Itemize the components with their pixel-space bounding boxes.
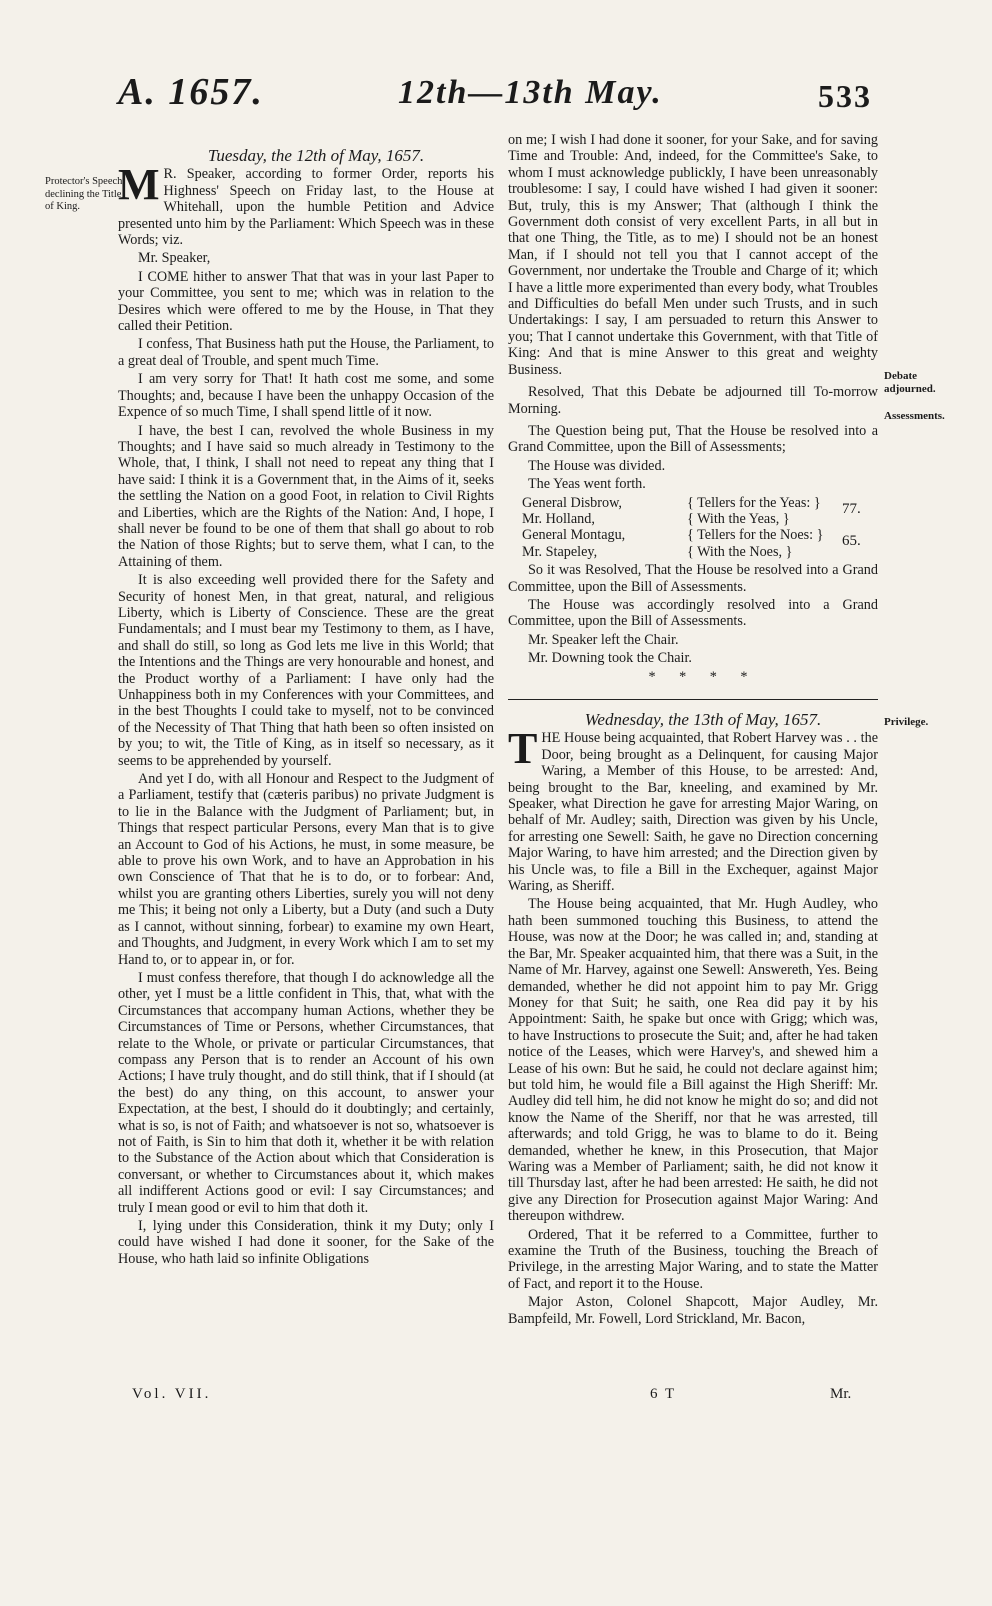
resolved-adjourn: Resolved, That this Debate be adjourned till To-morrow Morning. [508,384,878,417]
teller-no-2: Mr. Stapeley, [522,543,598,560]
speech-paragraph-4: I have, the best I can, revolved the whole Business in my Thoughts; and I have said so much already in Testimony to the Whole, that, I think, I shall not need to repeat any thing that I have said: I think it is a Government that, in the Aims of it, seeks the settling the Nation on a good Foot, in relation to Civil Rights and Liberties, which are the Rights of the Nation: And, I hope, I shall never be found to be one of them that shall go about to rob the Nation of those Rights; but to serve them, what I can, to the Attaining of them. [118,422,494,570]
speaker-report-paragraph [118,160,494,249]
speech-paragraph-8: I, lying under this Consideration, think it my Duty; only I could have wished I had done it sooner, for the Sake of the House, who hath laid so infinite Obligations [118,1218,494,1267]
margin-note-privilege: Privilege. [884,716,929,728]
tellers-noes-label: { Tellers for the Noes: } [687,527,824,544]
dropcap-m: M [118,160,160,210]
dropcap-t: T [508,724,538,774]
harvey-text: HE House being acquainted, that Robert Harvey was . . the Door, being brought as a Delinquent, for causing Major Waring, a Member of this House, to be arrested: And, being brought to the Bar, kneeling, and examined by Mr. Speaker, what Direction he gave for arresting Major Waring, on behalf of Mr. Audley; saith, Direction was given by his Uncle, for arresting one Sewell: Saith, he gave no Direction concerning Major Waring, to have him arrested; and the Direction given by his Uncle was, to file a Bill in the Exchequer, against Major Waring, as Sheriff. [508,730,878,895]
speaker-report-text: R. Speaker, according to former Order, reports his Highness' Speech on Friday last, to the House at Whitehall, upon the humble Petition and Advice presented unto him by the Parliament: Which Speech was in these Words; viz. [118,166,494,249]
resolved-grand-committee: So it was Resolved, That the House be resolved into a Grand Committee, upon the Bill of Assessments. [508,562,878,595]
teller-no-1: General Montagu, [522,527,626,544]
noes-count: 65. [842,533,861,550]
tellers-yeas [522,495,872,528]
section-divider [508,699,878,700]
margin-note-debate: Debate adjourned. [884,370,936,395]
with-noes-label: { With the Noes, } [687,543,793,560]
header-year: A. 1657. [118,71,264,113]
harvey-paragraph [508,724,878,895]
tellers-noes [522,527,872,560]
margin-note-assessments: Assessments. [884,410,945,422]
accordingly-resolved: The House was accordingly resolved into a Grand Committee, upon the Bill of Assessments. [508,596,878,630]
house-divided: The House was divided. [528,457,666,474]
speech-continuation: on me; I wish I had done it sooner, for your Sake, and for saving Time and Trouble: And, indeed, for the Committee's Sake, to whom I must acknowledge publickly, I have been unreasonably troublesome: I say, I could have wished I had given it sooner: But, truly, this is my Answer; That (although I think the Government doth consist of very excellent Parts, in all but in that one Thing, the Title, as to me) I should not be an honest Man, if I should not tell you that I cannot accept of the Government, nor undertake the Trouble and Charge of it; which I have a little more experimented than every body, what Troubles and Difficulties do befall Men under such Trusts, and in such Undertakings: I say, I am persuaded to return this Answer to you; That I cannot undertake this Government, with that Title of King: And that is mine Answer to this great and weighty Business. [508,132,878,378]
speech-paragraph-7: I must confess therefore, that though I do acknowledge all the other, yet I must be a little confident in This, that, what with the Circumstances that accompany human Actions, whether they be Circumstances of Time or Persons, whether Circumstances, that relate to the Whole, or private or particular Circumstances, that compass any Person that is to render an Account of his own Actions; I have truly thought, and do still think, that if I should (at the best) do any thing, on this account, to answer your Expectation, at the best, I should do it doubtingly; and certainly, what is so, is not of Faith; and whatsoever is not so, whatsoever is not of Faith, is Sin to him that doth it, whether it be with relation to the Substance of the Action about which that Consideration is conversant, or whether to Circumstances about it, which makes all indifferent Actions good or evil: I say Circumstances; and truly I mean good or evil to him that doth it. [118,969,494,1216]
yeas-went-forth: The Yeas went forth. [528,476,646,493]
section-stars: * * * * [648,668,758,685]
teller-yea-1: General Disbrow, [522,494,622,511]
salutation: Mr. Speaker, [138,250,211,267]
ordered-paragraph: Ordered, That it be referred to a Committee, further to examine the Truth of the Business, touching the Breach of Privilege, in the arresting Major Waring, and to state the Matter of Fact, and report it to the House. [508,1226,878,1292]
right-column [508,132,878,1329]
speaker-left-chair: Mr. Speaker left the Chair. [528,631,679,648]
speech-paragraph-2: I confess, That Business hath put the House, the Parliament, to a great deal of Trouble, and spent much Time. [118,336,494,369]
margin-note-protector: Protector's Speech declining the Title of King. [45,176,123,212]
left-column [118,148,494,1269]
volume-label: Vol. VII. [132,1386,212,1402]
with-yeas-label: { With the Yeas, } [687,510,790,527]
day-heading-tuesday: Tuesday, the 12th of May, 1657. [207,146,425,165]
speech-paragraph-1: I COME hither to answer That that was in your last Paper to your Committee, you sent to me; which was in relation to the Desires which were offered to me by the House, in That they called their Petition. [118,268,494,335]
committee-members: Major Aston, Colonel Shapcott, Major Audley, Mr. Bampfeild, Mr. Fowell, Lord Strickland, Mr. Bacon, [508,1294,878,1327]
teller-yea-2: Mr. Holland, [522,510,595,527]
tellers-yeas-label: { Tellers for the Yeas: } [687,494,821,511]
speech-paragraph-6: And yet I do, with all Honour and Respect to the Judgment of a Parliament, testify that (cæteris paribus) no private Judgment is to lie in the Balance with the Judgment of Parliament; but, in Things that respect particular Persons, every Man that is to give an Account to God of his Actions, he must, in some measure, be able to prove his own Work, and to have an Approbation in his own Conscience of That that he is to do, or to forbear: And, whilst you are granting others Liberties, surely you will not deny me This; it being not only a Liberty, but a Duty (and such a Duty as I cannot, without sinning, forbear) to examine my own Heart, and Thoughts, and Judgment, in every Work which I am to set my Hand to, or to appear in, or for. [118,771,494,968]
page-number: 533 [818,78,872,114]
question-put: The Question being put, That the House be resolved into a Grand Committee, upon the Bill of Assessments; [508,422,878,456]
catchword: Mr. [830,1386,852,1402]
speech-paragraph-5: It is also exceeding well provided there for the Safety and Security of honest Men, in that great, natural, and religious Liberty, which is Liberty of Conscience. These are the great Fundamentals; and I must bear my Testimony to them, as I have, and shall do still, so long as God lets me live in this World; that the Intentions and the Things are very honourable and honest, and the Product worthy of a Parliament: I have only had the Unhappiness both in my Conferences with your Committees, and in the best Thoughts I could take to myself, not to be convinced of the Necessity of That Thing that hath been so often insisted on by you; to wit, the Title of King, as in itself so necessary, as it seems to be apprehended by yourself. [118,572,494,769]
header-dates: 12th—13th May. [398,74,663,111]
yeas-count: 77. [842,500,861,517]
downing-took-chair: Mr. Downing took the Chair. [528,650,692,667]
speech-paragraph-3: I am very sorry for That! It hath cost me some, and some Thoughts; and, because I have been the unhappy Occasion of the Expence of so much Time, I shall spend little of it now. [118,371,494,421]
audley-paragraph: The House being acquainted, that Mr. Hugh Audley, who hath been summoned touching this Business, to attend the House, was now at the Door; he was called in; and, standing at the Bar, Mr. Speaker acquainted him, that there was a Suit, in the Name of Mr. Harvey, against one Sewell: Answereth, Yes. Being demanded, whether he did not appoint him to pay Mr. Grigg Money for that Suit; he saith, one Rea did pay it by his Appointment: Saith, he spake but once with Grigg; which was, to have Instructions to prosecute the Suit; and, after he had taken notice of the Leases, which were Harvey's, and shewed him a Lease of his own: But he said, he could not declare against him; but told him, he would file a Bill against the High Sheriff: Mr. Audley did tell him, he did not know he might do so; and did not know the Name of the Sheriff, nor that he was arrested, till afterwards; and told Grigg, he was to blame to do it. Being demanded, whether he knew, in this Prosecution, that Major Waring was a Member of Parliament; saith, he did not know it till Thursday last, after he had been arrested: He saith, he did not give any Direction for Prosecution against Major Waring: And thereupon withdrew. [508,896,878,1225]
tellers-table [522,495,872,561]
day-heading-wednesday: Wednesday, the 13th of May, 1657. [584,710,822,729]
signature-mark: 6 T [650,1386,677,1402]
